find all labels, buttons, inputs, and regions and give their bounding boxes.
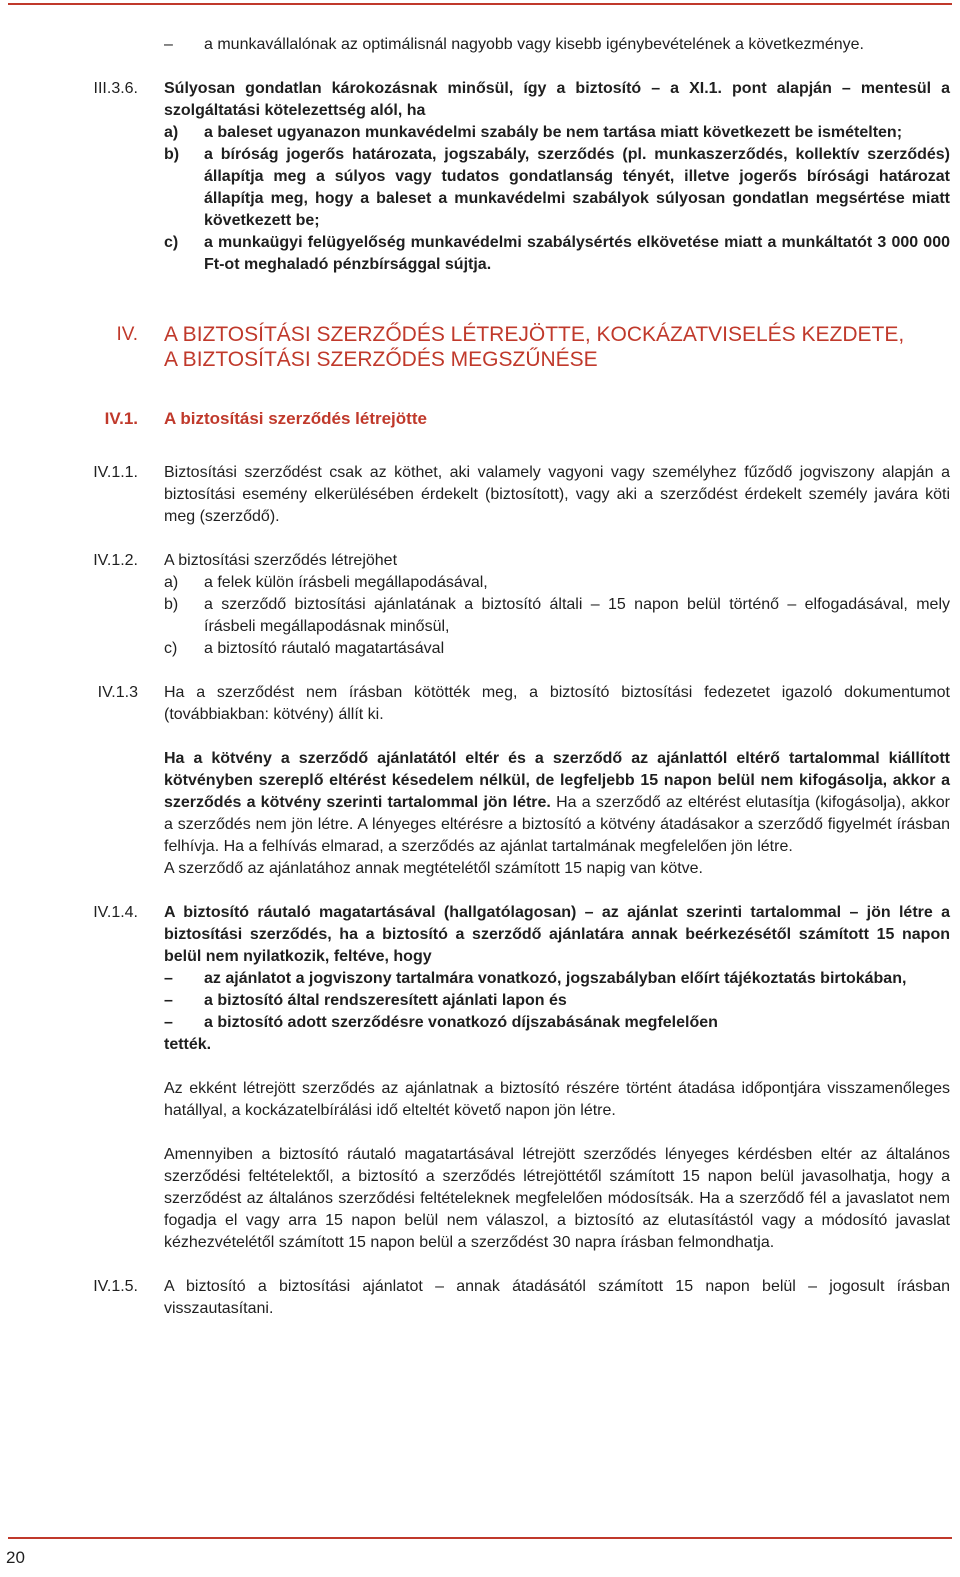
section-iv-1-2 xyxy=(0,550,960,660)
list-item: a) a baleset ugyanazon munkavédelmi szabály be nem tartása miatt következett be ismételten; xyxy=(164,124,903,141)
section-title-line-1: A BIZTOSÍTÁSI SZERZŐDÉS LÉTREJÖTTE, KOCKÁZATVISELÉS KEZDETE, xyxy=(164,323,905,346)
bottom-rule xyxy=(8,1537,952,1539)
list-item: c) a munkaügyi felügyelőség munkavédelmi szabálysértés elkövetése miatt a munkáltatót 3 000 000 Ft-ot meghaladó pénzbírsággal sújtja. xyxy=(164,234,950,273)
section-number: IV. xyxy=(116,324,138,345)
section-number: IV.1.4. xyxy=(93,904,138,921)
list-item: – a biztosító által rendszeresített ajánlati lapon és xyxy=(164,992,567,1009)
bold-text: Ha a kötvény a szerződő ajánlatától eltér és a szerződő az ajánlattól eltérő tartalommal kiállított kötvényben szereplő eltérést késedelem nélkül, de legfeljebb 15 napon belül nem kifogásolja, akkor a szerződés a kötvény szerinti tartalommal jön létre. xyxy=(164,750,950,811)
paragraph: Biztosítási szerződést csak az köthet, aki valamely vagyoni vagy személyhez fűződő jogviszony alapján a biztosítási esemény elkerülésében érdekelt (biztosított), vagy aki a szerződést érdekelt személy javára köti meg (szerződő). xyxy=(164,464,950,525)
paragraph: A biztosító a biztosítási ajánlatot – annak átadásától számított 15 napon belül – jogosult írásban visszautasítani. xyxy=(164,1278,950,1317)
subsection-title: A biztosítási szerződés létrejötte xyxy=(164,409,427,428)
list-item: b) a szerződő biztosítási ajánlatának a biztosító általi – 15 napon belül történő – elfogadásával, mely írásbeli megállapodásnak minősül, xyxy=(164,596,950,635)
intro-row xyxy=(0,34,960,56)
section-number: IV.1.3 xyxy=(97,684,138,701)
document-body xyxy=(0,34,960,1320)
list-item: – az ajánlatot a jogviszony tartalmára vonatkozó, jogszabályban előírt tájékoztatás birtokában, xyxy=(164,970,907,987)
paragraph: Ha a kötvény a szerződő ajánlatától eltér és a szerződő az ajánlattól eltérő tartalommal kiállított kötvényben szereplő eltérést késedelem nélkül, de legfeljebb 15 napon belül nem kifogásolja, akkor a szerződés a kötvény szerinti tartalommal jön létre. Ha a szerződő az eltérést elutasítja (kifogásolja), akkor a szerződés nem jön létre. A lényeges eltérésre a biztosító a kötvény átadásakor a szerződő figyelmét írásban felhívja. Ha a felhívás elmarad, a szerződés az ajánlat tartalmának megfelelően jön létre. xyxy=(164,750,950,855)
paragraph: Súlyosan gondatlan károkozásnak minősül, így a biztosító – a XI.1. pont alapján – mentesül a szolgáltatási kötelezettség alól, ha xyxy=(164,80,950,119)
paragraph: A biztosítási szerződés létrejöhet xyxy=(164,552,398,569)
section-title-line-2: A BIZTOSÍTÁSI SZERZŐDÉS MEGSZŰNÉSE xyxy=(164,348,598,371)
section-number: III.3.6. xyxy=(93,80,138,97)
section-iv-1-5 xyxy=(0,1276,960,1320)
section-iv-heading xyxy=(0,322,960,372)
list-item: c) a biztosító ráutaló magatartásával xyxy=(164,640,445,657)
paragraph: Az ekként létrejött szerződés az ajánlatnak a biztosító részére történt átadása időpontjára visszamenőleges hatállyal, a kockázatelbírálási idő elteltét követő napon jön létre. xyxy=(164,1080,950,1119)
list-item: b) a bíróság jogerős határozata, jogszabály, szerződés (pl. munkaszerződés, kollektív szerződés) állapítja meg a súlyos vagy tudatos gondatlanság tényét, illetve jogerős bírósági határozat állapítja meg, hogy a baleset a munkavédelmi szabályok súlyosan gondatlan megsértése miatt következett be; xyxy=(164,146,950,229)
section-number: IV.1.2. xyxy=(93,552,138,569)
paragraph: Ha a szerződést nem írásban kötötték meg, a biztosító biztosítási fedezetet igazoló dokumentumot (továbbiakban: kötvény) állít ki. xyxy=(164,684,950,723)
paragraph: tették. xyxy=(164,1036,212,1053)
section-iii-3-6 xyxy=(0,78,960,276)
subsection-iv-1-heading xyxy=(0,408,960,430)
top-rule xyxy=(8,3,952,5)
list-item: – a biztosító adott szerződésre vonatkozó díjszabásának megfelelően xyxy=(164,1014,718,1031)
section-iv-1-4 xyxy=(0,902,960,1254)
section-iv-1-3 xyxy=(0,682,960,880)
section-iv-1-1 xyxy=(0,462,960,528)
paragraph: A szerződő az ajánlatához annak megtételétől számított 15 napig van kötve. xyxy=(164,860,703,877)
section-number: IV.1. xyxy=(104,409,138,428)
list-item: – a munkavállalónak az optimálisnál nagyobb vagy kisebb igénybevételének a következménye. xyxy=(164,36,864,53)
section-number: IV.1.1. xyxy=(93,464,138,481)
paragraph: A biztosító ráutaló magatartásával (hallgatólagosan) – az ajánlat szerinti tartalommal – jön létre a biztosítási szerződés, ha a biztosító a szerződő ajánlatára annak beérkezésétől számított 15 napon belül nem nyilatkozik, feltéve, hogy xyxy=(164,904,950,965)
list-item: a) a felek külön írásbeli megállapodásával, xyxy=(164,574,488,591)
paragraph: Amennyiben a biztosító ráutaló magatartásával létrejött szerződés lényeges kérdésben eltér az általános szerződési feltételektől, a biztosító a szerződés létrejöttétől számított 15 napon belül javasolhatja, hogy a szerződést az általános szerződési feltételeknek megfelelően módosítsák. Ha a szerződő fél a javaslatot nem fogadja el vagy arra 15 napon belül nem válaszol, a biztosító az elutasítástól vagy a módosító javaslat kézhezvételétől számított 15 napon belül a szerződést 30 napra írásban felmondhatja. xyxy=(164,1146,950,1251)
section-number: IV.1.5. xyxy=(93,1278,138,1295)
page-number: 20 xyxy=(6,1548,25,1567)
